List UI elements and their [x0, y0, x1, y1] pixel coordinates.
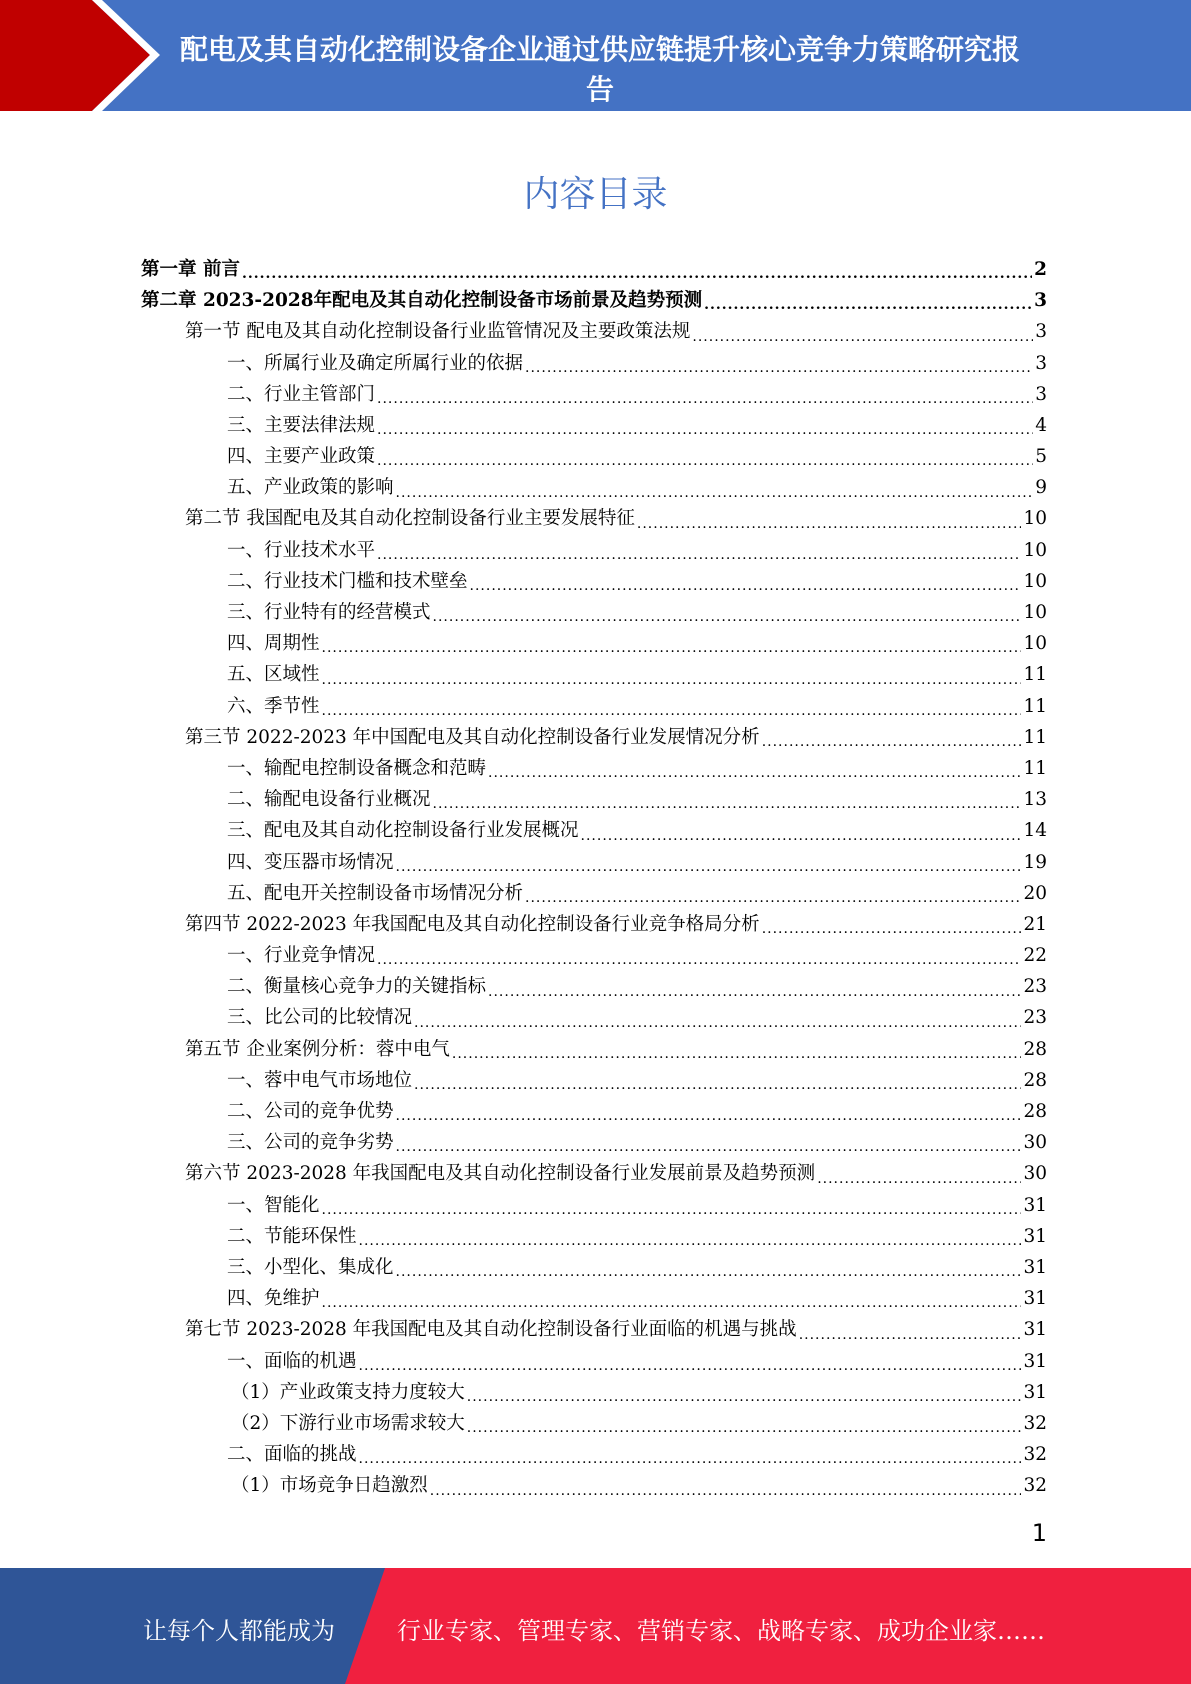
toc-dot-leader [433, 793, 1022, 815]
footer-slogan-right: 行业专家、管理专家、营销专家、战略专家、成功企业家…… [397, 1617, 1045, 1645]
toc-entry-label: 第五节 企业案例分析：蓉中电气 [185, 1038, 450, 1060]
toc-entry-label: （1）市场竞争日趋激烈 [231, 1475, 428, 1497]
toc-entry[interactable] [141, 410, 1047, 441]
toc-entry-page: 9 [1035, 477, 1047, 499]
toc-dot-leader [433, 606, 1022, 628]
footer-slogan-left: 让每个人都能成为 [143, 1617, 335, 1645]
toc-entry[interactable] [141, 535, 1047, 566]
toc-entry-label: 一、面临的机遇 [227, 1350, 357, 1372]
toc-entry-label: 二、输配电设备行业概况 [227, 789, 431, 811]
toc-entry-page: 14 [1023, 820, 1047, 842]
toc-dot-leader [692, 326, 1033, 348]
toc-dot-leader [762, 731, 1022, 753]
toc-dot-leader [470, 575, 1022, 597]
toc-entry-page: 10 [1023, 508, 1047, 530]
toc-dot-leader [467, 1417, 1022, 1439]
toc-entry-page: 32 [1023, 1444, 1047, 1466]
toc-entry-label: 二、衡量核心竞争力的关键指标 [227, 976, 487, 998]
toc-entry-page: 31 [1023, 1194, 1047, 1216]
toc-entry-page: 10 [1023, 633, 1047, 655]
toc-entry[interactable] [141, 971, 1047, 1002]
toc-entry-page: 22 [1023, 945, 1047, 967]
toc-entry-label: 二、节能环保性 [227, 1225, 357, 1247]
toc-dot-leader [396, 1261, 1022, 1283]
toc-dot-leader [430, 1480, 1022, 1502]
toc-dot-leader [396, 482, 1034, 504]
toc-entry-page: 28 [1023, 1038, 1047, 1060]
toc-entry[interactable] [141, 504, 1047, 535]
toc-dot-leader [242, 263, 1032, 285]
toc-entry-label: 第一节 配电及其自动化控制设备行业监管情况及主要政策法规 [185, 321, 691, 343]
toc-entry[interactable] [141, 285, 1047, 316]
toc-dot-leader [414, 1012, 1021, 1034]
toc-dot-leader [322, 700, 1022, 722]
toc-entry-label: 五、配电开关控制设备市场情况分析 [227, 882, 524, 904]
toc-entry[interactable] [141, 254, 1047, 285]
toc-entry[interactable] [141, 379, 1047, 410]
toc-entry-label: （2）下游行业市场需求较大 [231, 1412, 465, 1434]
toc-entry[interactable] [141, 1314, 1047, 1345]
toc-entry-label: 一、智能化 [227, 1194, 320, 1216]
toc-entry-label: 第一章 前言 [141, 258, 240, 280]
toc-entry[interactable] [141, 1470, 1047, 1501]
toc-dot-leader [377, 949, 1021, 971]
toc-entry-page: 10 [1023, 570, 1047, 592]
toc-entry-page: 11 [1023, 726, 1047, 748]
toc-dot-leader [467, 1386, 1022, 1408]
toc-entry[interactable] [141, 441, 1047, 472]
toc-entry-page: 30 [1023, 1163, 1047, 1185]
toc-entry-page: 10 [1023, 602, 1047, 624]
toc-entry-page: 30 [1023, 1132, 1047, 1154]
toc-entry-page: 11 [1023, 664, 1047, 686]
toc-entry-label: 四、周期性 [227, 633, 320, 655]
toc-entry[interactable] [141, 659, 1047, 690]
page-number: 1 [1031, 1519, 1047, 1547]
toc-dot-leader [359, 1230, 1022, 1252]
toc-entry-label: 二、面临的挑战 [227, 1444, 357, 1466]
toc-dot-leader [396, 1136, 1022, 1158]
toc-entry-page: 31 [1023, 1319, 1047, 1341]
toc-dot-leader [396, 1105, 1022, 1127]
toc-entry-page: 31 [1023, 1381, 1047, 1403]
toc-entry-page: 23 [1023, 1007, 1047, 1029]
toc-dot-leader [377, 544, 1021, 566]
toc-entry-page: 3 [1034, 290, 1047, 312]
toc-entry-label: 一、输配电控制设备概念和范畴 [227, 757, 487, 779]
toc-entry[interactable] [141, 597, 1047, 628]
toc-entry-label: 第四节 2022-2023 年我国配电及其自动化控制设备行业竞争格局分析 [185, 913, 760, 935]
toc-entry[interactable] [141, 753, 1047, 784]
toc-entry[interactable] [141, 784, 1047, 815]
toc-entry-page: 28 [1023, 1069, 1047, 1091]
toc-entry-page: 4 [1035, 414, 1047, 436]
toc-entry[interactable] [141, 1346, 1047, 1377]
toc-entry-page: 32 [1023, 1475, 1047, 1497]
toc-dot-leader [525, 887, 1021, 909]
toc-entry-label: 第七节 2023-2028 年我国配电及其自动化控制设备行业面临的机遇与挑战 [185, 1319, 797, 1341]
toc-dot-leader [322, 1199, 1022, 1221]
toc-entry-page: 10 [1023, 539, 1047, 561]
toc-entry-label: 三、小型化、集成化 [227, 1256, 394, 1278]
toc-entry-page: 32 [1023, 1412, 1047, 1434]
toc-heading: 内容目录 [523, 174, 668, 215]
toc-dot-leader [581, 825, 1022, 847]
toc-entry-page: 19 [1023, 851, 1047, 873]
toc-entry[interactable] [141, 316, 1047, 347]
toc-entry[interactable] [141, 1439, 1047, 1470]
toc-dot-leader [488, 762, 1021, 784]
toc-entry-page: 20 [1023, 882, 1047, 904]
toc-entry-label: 一、行业技术水平 [227, 539, 376, 561]
toc-entry[interactable] [141, 348, 1047, 379]
toc-entry-page: 31 [1023, 1288, 1047, 1310]
toc-entry-label: 三、公司的竞争劣势 [227, 1132, 394, 1154]
toc-dot-leader [704, 294, 1032, 316]
toc-entry-page: 28 [1023, 1101, 1047, 1123]
toc-dot-leader [377, 419, 1033, 441]
toc-dot-leader [525, 357, 1033, 379]
toc-entry-label: 五、产业政策的影响 [227, 477, 394, 499]
toc-dot-leader [359, 1355, 1022, 1377]
toc-entry[interactable] [141, 1408, 1047, 1439]
toc-entry[interactable] [141, 1190, 1047, 1221]
toc-entry-label: 一、所属行业及确定所属行业的依据 [227, 352, 524, 374]
toc-entry-label: 三、行业特有的经营模式 [227, 602, 431, 624]
toc-entry-page: 11 [1023, 757, 1047, 779]
toc-entry-page: 3 [1035, 383, 1047, 405]
toc-entry-page: 31 [1023, 1350, 1047, 1372]
toc-entry[interactable] [141, 1096, 1047, 1127]
toc-entry[interactable] [141, 815, 1047, 846]
toc-dot-leader [322, 637, 1022, 659]
toc-dot-leader [799, 1324, 1022, 1346]
toc-entry-label: 三、比公司的比较情况 [227, 1007, 413, 1029]
toc-entry[interactable] [141, 472, 1047, 503]
toc-entry-label: 四、主要产业政策 [227, 446, 376, 468]
toc-entry-label: 一、蓉中电气市场地位 [227, 1069, 413, 1091]
toc-entry[interactable] [141, 1283, 1047, 1314]
header-banner [0, 0, 1191, 111]
toc-entry-label: 一、行业竞争情况 [227, 945, 376, 967]
toc-entry-label: 三、主要法律法规 [227, 414, 376, 436]
toc-entry-page: 3 [1035, 352, 1047, 374]
footer-banner [0, 1568, 1191, 1684]
toc-dot-leader [396, 856, 1022, 878]
toc-entry-page: 3 [1035, 321, 1047, 343]
toc-entry-page: 13 [1023, 789, 1047, 811]
toc-dot-leader [637, 513, 1022, 535]
toc-entry[interactable] [141, 909, 1047, 940]
red-arrow-decoration [0, 0, 150, 111]
toc-dot-leader [322, 669, 1022, 691]
toc-entry-label: 三、配电及其自动化控制设备行业发展概况 [227, 820, 579, 842]
toc-entry[interactable] [141, 1221, 1047, 1252]
toc-entry-page: 11 [1023, 695, 1047, 717]
toc-dot-leader [377, 450, 1033, 472]
toc-dot-leader [817, 1168, 1021, 1190]
toc-entry[interactable] [141, 628, 1047, 659]
toc-entry[interactable] [141, 1003, 1047, 1034]
toc-entry[interactable] [141, 1127, 1047, 1158]
toc-entry-page: 5 [1035, 446, 1047, 468]
toc-entry-label: 二、行业主管部门 [227, 383, 376, 405]
toc-entry-label: 六、季节性 [227, 695, 320, 717]
toc-entry[interactable] [141, 1377, 1047, 1408]
toc-dot-leader [452, 1043, 1022, 1065]
toc-dot-leader [414, 1074, 1021, 1096]
toc-entry-label: 第六节 2023-2028 年我国配电及其自动化控制设备行业发展前景及趋势预测 [185, 1163, 816, 1185]
toc-entry[interactable] [141, 566, 1047, 597]
toc-entry-page: 31 [1023, 1256, 1047, 1278]
toc-entry[interactable] [141, 1252, 1047, 1283]
toc-dot-leader [359, 1448, 1022, 1470]
toc-entry-page: 2 [1034, 258, 1047, 280]
toc-entry[interactable] [141, 1034, 1047, 1065]
toc-entry-label: 第二章 2023-2028年配电及其自动化控制设备市场前景及趋势预测 [141, 290, 703, 312]
table-of-contents [141, 254, 1047, 1502]
toc-entry[interactable] [141, 878, 1047, 909]
report-title: 配电及其自动化控制设备企业通过供应链提升核心竞争力策略研究报告 [179, 33, 1020, 106]
toc-entry-label: 第三节 2022-2023 年中国配电及其自动化控制设备行业发展情况分析 [185, 726, 760, 748]
toc-entry[interactable] [141, 1158, 1047, 1189]
toc-dot-leader [377, 388, 1033, 410]
toc-entry-label: 二、公司的竞争优势 [227, 1101, 394, 1123]
toc-dot-leader [488, 981, 1021, 1003]
toc-entry-label: 四、变压器市场情况 [227, 851, 394, 873]
toc-entry-page: 23 [1023, 976, 1047, 998]
toc-entry[interactable] [141, 691, 1047, 722]
toc-entry-label: 四、免维护 [227, 1288, 320, 1310]
toc-dot-leader [762, 918, 1022, 940]
toc-entry[interactable] [141, 1065, 1047, 1096]
toc-entry[interactable] [141, 722, 1047, 753]
toc-entry-label: 二、行业技术门槛和技术壁垒 [227, 570, 468, 592]
toc-entry-label: 第二节 我国配电及其自动化控制设备行业主要发展特征 [185, 508, 635, 530]
toc-entry-label: （1）产业政策支持力度较大 [231, 1381, 465, 1403]
toc-entry[interactable] [141, 940, 1047, 971]
toc-entry-page: 21 [1023, 913, 1047, 935]
toc-entry-page: 31 [1023, 1225, 1047, 1247]
toc-dot-leader [322, 1292, 1022, 1314]
toc-entry-label: 五、区域性 [227, 664, 320, 686]
toc-entry[interactable] [141, 847, 1047, 878]
